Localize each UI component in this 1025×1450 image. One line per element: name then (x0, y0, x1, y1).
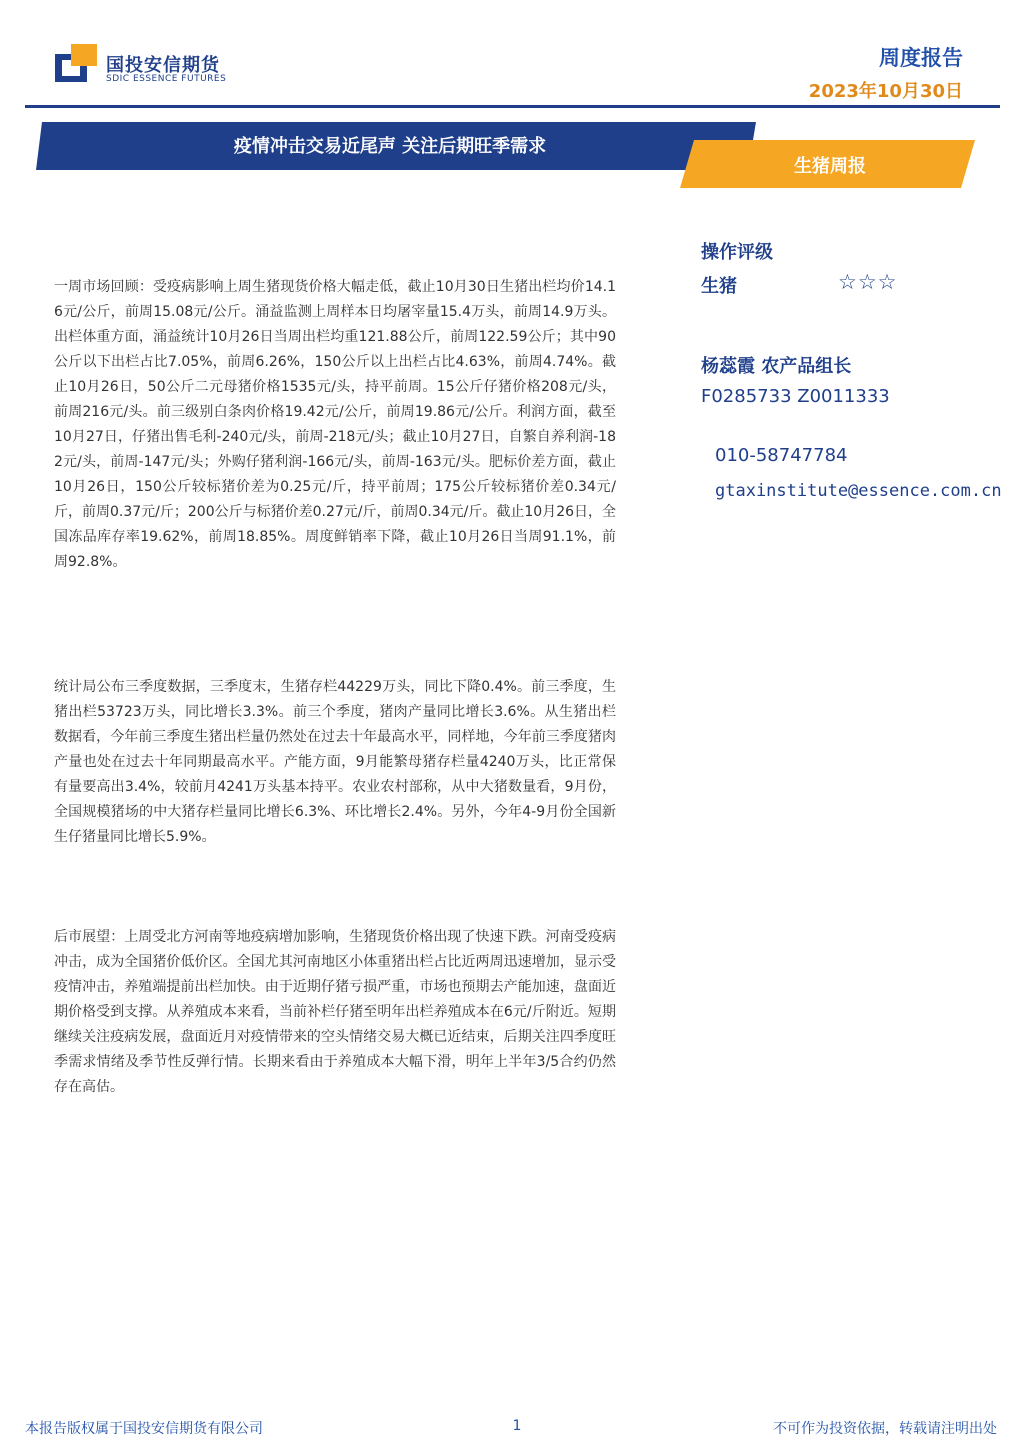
report-date: 2023年10月30日 (808, 81, 963, 102)
statistics-paragraph: 统计局公布三季度数据，三季度末，生猪存栏44229万头，同比下降0.4%。前三季度，生猪出栏53723万头，同比增长3.3%。前三个季度，猪肉产量同比增长3.6%。从生猪出栏数据看，今年前三季度生猪出栏量仍然处在过去十年最高水平，同样地，今年前三季度猪肉产量也处在过去十年同期最高水平。产能方面，9月能繁母猪存栏量4240万头，比正常保有量要高出3.4%，较前月4241万头基本持平。农业农村部称，从中大猪数量看，9月份，全国规模猪场的中大猪存栏量同比增长6.3%、环比增长2.4%。另外，今年4-9月份全国新生仔猪量同比增长5.9%。 (54, 679, 616, 845)
company-logo-name: 国投安信期货 (106, 55, 220, 76)
header-divider (25, 105, 1000, 108)
market-review-paragraph: 一周市场回顾：受疫病影响上周生猪现货价格大幅走低，截止10月30日生猪出栏均价14.16元/公斤，前周15.08元/公斤。涌益监测上周样本日均屠宰量15.4万头，前周14.9万头。出栏体重方面，涌益统计10月26日当周出栏均重121.88公斤，前周122.59公斤；其中90公斤以下出栏占比7.05%，前周6.26%，150公斤以上出栏占比4.63%，前周4.74%。截止10月26日，50公斤二元母猪价格1535元/头，持平前周。15公斤仔猪价格208元/头，前周216元/头。前三级别白条肉价格19.42元/公斤，前周19.86元/公斤。利润方面，截至10月27日，仔猪出售毛利-240元/头，前周-218元/头；截止10月27日，自繁自养利润-182元/头，前周-147元/头；外购仔猪利润-166元/头，前周-163元/头。肥标价差方面，截止10月26日，150公斤较标猪价差为0.25元/斤，持平前周；175公斤较标猪价差0.34元/斤，前周0.37元/斤；200公斤与标猪价差0.27元/斤，前周0.34元/斤。截止10月26日，全国冻品库存率19.62%，前周18.85%。周度鲜销率下降，截止10月26日当周91.1%，前周92.8%。 (54, 279, 617, 570)
company-logo-english: SDIC ESSENCE FUTURES (106, 74, 227, 84)
rating-item: 生猪 (701, 276, 737, 297)
rating-heading: 操作评级 (701, 242, 773, 263)
category-tag-label: 生猪周报 (794, 156, 866, 177)
analyst-license: F0285733 Z0011333 (701, 386, 890, 407)
footer-copyright: 本报告版权属于国投安信期货有限公司 (25, 1421, 263, 1437)
page-number: 1 (512, 1418, 522, 1434)
rating-stars-icon: ☆☆☆ (838, 270, 898, 294)
contact-email[interactable]: gtaxinstitute@essence.com.cn (715, 481, 1002, 501)
outlook-paragraph: 后市展望：上周受北方河南等地疫病增加影响，生猪现货价格出现了快速下跌。河南受疫病冲击，成为全国猪价低价区。全国尤其河南地区小体重猪出栏占比近两周迅速增加，显示受疫情冲击，养殖端提前出栏加快。由于近期仔猪亏损严重，市场也预期去产能加速，盘面近期价格受到支撑。从养殖成本来看，当前补栏仔猪至明年出栏养殖成本在6元/斤附近。短期继续关注疫病发展，盘面近月对疫情带来的空头情绪交易大概已近结束，后期关注四季度旺季需求情绪及季节性反弹行情。长期来看由于养殖成本大幅下滑，明年上半年3/5合约仍然存在高估。 (54, 929, 616, 1095)
report-type: 周度报告 (879, 46, 963, 70)
contact-phone: 010-58747784 (715, 445, 848, 466)
company-logo-mark (55, 44, 97, 82)
report-title: 疫情冲击交易近尾声 关注后期旺季需求 (233, 136, 547, 157)
footer-disclaimer: 不可作为投资依据，转载请注明出处 (773, 1421, 997, 1437)
analyst-name: 杨蕊霞 农产品组长 (701, 356, 852, 377)
